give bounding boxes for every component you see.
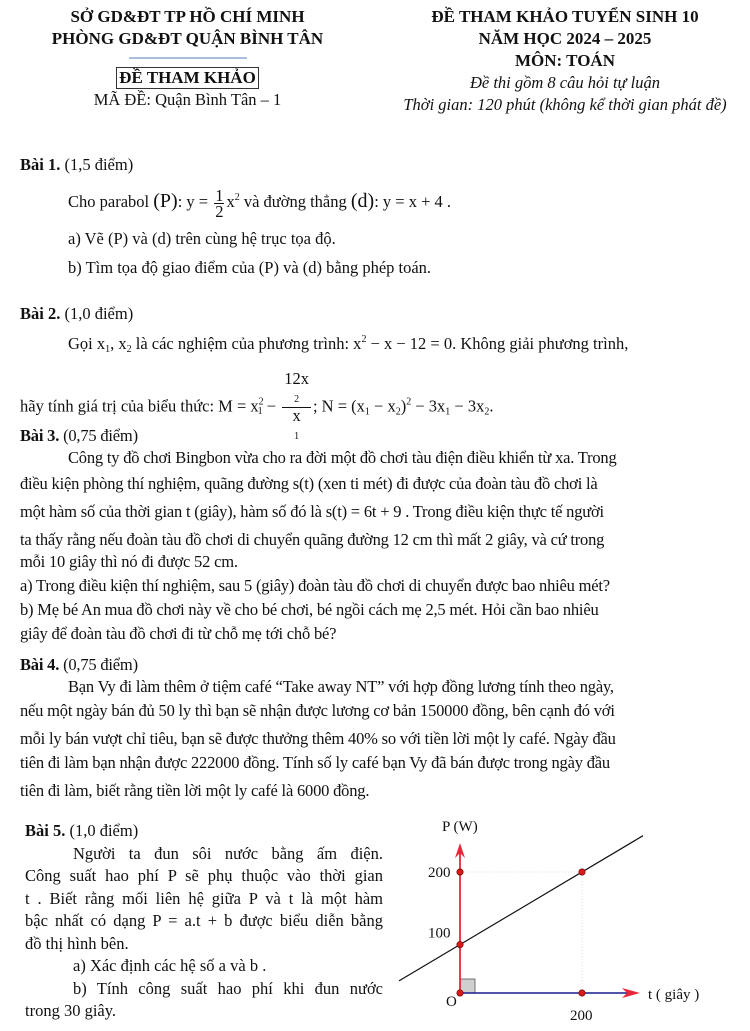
problem-3-part-b-line-2: giây để đoàn tàu đồ chơi đi từ chỗ mẹ tới chỗ bé? bbox=[20, 624, 337, 643]
text: . bbox=[489, 396, 494, 416]
problem-5-line-3: t . Biết rằng mối liên hệ giữa P và t là một hàm bbox=[25, 888, 383, 908]
district-office-name: PHÒNG GD&ĐT QUẬN BÌNH TÂN bbox=[51, 29, 324, 48]
header-left bbox=[0, 6, 375, 111]
problem-5-part-b-line-2: trong 30 giây. bbox=[25, 1001, 117, 1020]
subscript: 1 bbox=[445, 406, 451, 418]
problem-3-line-5: mỗi 10 giây thì nó đi được 52 cm. bbox=[20, 552, 238, 571]
text: và đường thẳng bbox=[239, 192, 351, 211]
data-point bbox=[457, 941, 463, 947]
graph-svg bbox=[390, 810, 750, 1026]
x-axis-label: t ( giây ) bbox=[648, 987, 700, 1003]
y-axis-label: P (W) bbox=[442, 819, 478, 835]
data-point bbox=[457, 990, 463, 996]
y-tick-label: 100 bbox=[428, 925, 451, 942]
denominator: 2 bbox=[215, 201, 224, 221]
text: − x bbox=[369, 396, 396, 416]
problem-1-part-a: a) Vẽ (P) và (d) trên cùng hệ trục tọa độ. bbox=[68, 228, 336, 248]
text: − 3x bbox=[450, 396, 485, 416]
fraction-one-half bbox=[214, 185, 224, 221]
subject: MÔN: TOÁN bbox=[515, 51, 615, 70]
problem-3-label: Bài 3. bbox=[20, 426, 60, 445]
problem-3 bbox=[20, 425, 710, 645]
department-name: SỞ GD&ĐT TP HỒ CHÍ MINH bbox=[70, 7, 305, 26]
header-right bbox=[380, 6, 750, 116]
text: : y = x + 4 . bbox=[374, 192, 452, 211]
problem-3-line-2: điều kiện phòng thí nghiệm, quãng đường s(t) (xen ti mét) đi được của đoàn tàu đồ chơi là bbox=[20, 474, 598, 493]
exponent: 2 bbox=[258, 396, 264, 408]
problem-4-line-4: tiên đi làm bạn nhận được 222000 đồng. Tính số ly café bạn Vy đã bán được trong ngày đầu bbox=[20, 753, 610, 772]
text: Cho parabol bbox=[68, 192, 154, 211]
problem-3-part-a: a) Trong điều kiện thí nghiệm, sau 5 (giây) đoàn tàu đồ chơi di chuyển được bao nhiêu mét? bbox=[20, 576, 610, 595]
problem-4-line-2: nếu một ngày bán đủ 50 ly thì bạn sẽ nhận được lương cơ bản 150000 đồng, bên cạnh đó với bbox=[20, 701, 615, 720]
points-layer bbox=[457, 869, 585, 996]
problem-5-line-4: bậc nhất có dạng P = a.t + b được biểu diễn bằng bbox=[25, 911, 383, 930]
exam-code: MÃ ĐỀ: Quận Bình Tân – 1 bbox=[93, 90, 282, 109]
problem-2 bbox=[20, 303, 710, 444]
header-divider bbox=[129, 57, 247, 59]
origin-label: O bbox=[446, 994, 457, 1010]
problem-3-line-1: Công ty đồ chơi Bingbon vừa cho ra đời một đồ chơi tàu điện điều khiển từ xa. Trong bbox=[68, 448, 617, 467]
exponent: 2 bbox=[406, 396, 412, 408]
text: hãy tính giá trị của biểu thức: M = x bbox=[20, 396, 259, 416]
subscript: 1 bbox=[105, 344, 111, 355]
subscript: 2 bbox=[126, 344, 132, 355]
text: là các nghiệm của phương trình: x bbox=[131, 334, 362, 353]
subscript: 1 bbox=[364, 406, 370, 418]
problem-3-points: (0,75 điểm) bbox=[63, 426, 138, 445]
problem-2-label: Bài 2. bbox=[20, 304, 61, 323]
subscript: 2 bbox=[395, 406, 401, 418]
problem-3-part-b-line-1: b) Mẹ bé An mua đồ chơi này về cho bé chơi, bé ngồi cách mẹ 2,5 mét. Hỏi cần bao nhiêu bbox=[20, 600, 599, 619]
problem-5 bbox=[25, 820, 383, 1023]
data-point bbox=[457, 869, 463, 875]
text: − x − 12 = 0. Không giải phương trình, bbox=[366, 334, 629, 353]
reference-exam-badge: ĐỀ THAM KHẢO bbox=[116, 67, 259, 89]
x-tick-label: 200 bbox=[570, 1008, 593, 1024]
problem-2-line-1 bbox=[20, 329, 710, 361]
series-line bbox=[399, 836, 643, 981]
data-point bbox=[579, 990, 585, 996]
problem-5-line-1: Người ta đun sôi nước bằng ấm điện. bbox=[73, 843, 383, 863]
problem-2-points: (1,0 điểm) bbox=[64, 304, 134, 323]
text: − 3x bbox=[411, 396, 446, 416]
problem-4-line-3: mỗi ly bán vượt chỉ tiêu, bạn sẽ được thưởng thêm 40% so với tiền lời một ly café. Ngày đầu bbox=[20, 729, 616, 748]
y-tick-label: 200 bbox=[428, 865, 451, 881]
subscript: 1 bbox=[294, 431, 300, 442]
problem-5-line-5: đồ thị hình bên. bbox=[25, 933, 129, 953]
data-point bbox=[579, 869, 585, 875]
text: : y = bbox=[177, 192, 213, 211]
problem-5-part-b-line-1: b) Tính công suất hao phí khi đun nước bbox=[73, 978, 383, 998]
line-name: (d) bbox=[350, 190, 375, 212]
school-year: NĂM HỌC 2024 – 2025 bbox=[478, 29, 652, 48]
text: ; N = (x bbox=[312, 396, 365, 416]
problem-1-points: (1,5 điểm) bbox=[64, 155, 134, 174]
problem-4-label: Bài 4. bbox=[20, 655, 60, 674]
power-time-graph bbox=[390, 810, 750, 1026]
problem-5-part-a: a) Xác định các hệ số a và b . bbox=[73, 956, 267, 975]
numerator: 1 bbox=[215, 185, 224, 205]
problem-1-statement bbox=[20, 184, 710, 219]
problem-5-points: (1,0 điểm) bbox=[69, 821, 139, 840]
parabol-name: (P) bbox=[153, 190, 178, 212]
text: , x bbox=[110, 334, 127, 353]
question-count-note: Đề thi gồm 8 câu hỏi tự luận bbox=[469, 73, 661, 92]
problem-5-line-2: Công suất hao phí P sẽ phụ thuộc vào thời gian bbox=[25, 866, 383, 885]
text: 12x bbox=[284, 369, 309, 388]
problem-1-label: Bài 1. bbox=[20, 155, 61, 174]
text: ) bbox=[400, 396, 407, 416]
problem-4-line-1: Bạn Vy đi làm thêm ở tiệm café “Take away NT” với hợp đồng lương tính theo ngày, bbox=[68, 677, 614, 696]
time-note: Thời gian: 120 phút (không kể thời gian phát đề) bbox=[403, 95, 727, 114]
problem-4-points: (0,75 điểm) bbox=[63, 655, 138, 674]
text: x bbox=[226, 192, 235, 211]
exponent: 2 bbox=[234, 192, 240, 203]
text: x bbox=[292, 406, 301, 425]
exponent: 2 bbox=[361, 334, 367, 345]
problem-5-label: Bài 5. bbox=[25, 821, 66, 840]
exam-title: ĐỀ THAM KHẢO TUYỂN SINH 10 bbox=[431, 7, 699, 26]
problem-1-part-b: b) Tìm tọa độ giao điểm của (P) và (d) bằng phép toán. bbox=[68, 257, 432, 277]
text: − bbox=[262, 396, 281, 416]
problem-4-line-5: tiên đi làm, biết rằng tiền lời một ly café là 6000 đồng. bbox=[20, 781, 370, 800]
problem-3-line-3: một hàm số của thời gian t (giây), hàm số đó là s(t) = 6t + 9 . Trong điều kiện thực tế người bbox=[20, 502, 604, 521]
problem-4 bbox=[20, 654, 710, 802]
problem-1 bbox=[20, 154, 710, 283]
subscript: 2 bbox=[484, 406, 490, 418]
numerator bbox=[282, 371, 311, 408]
subscript: 2 bbox=[294, 394, 300, 405]
text: Gọi x bbox=[68, 334, 106, 353]
subscript: 1 bbox=[257, 406, 263, 418]
problem-3-line-4: ta thấy rằng nếu đoàn tàu đồ chơi di chuyển quãng đường 12 cm thì mất 2 giây, và cứ trong bbox=[20, 530, 605, 549]
